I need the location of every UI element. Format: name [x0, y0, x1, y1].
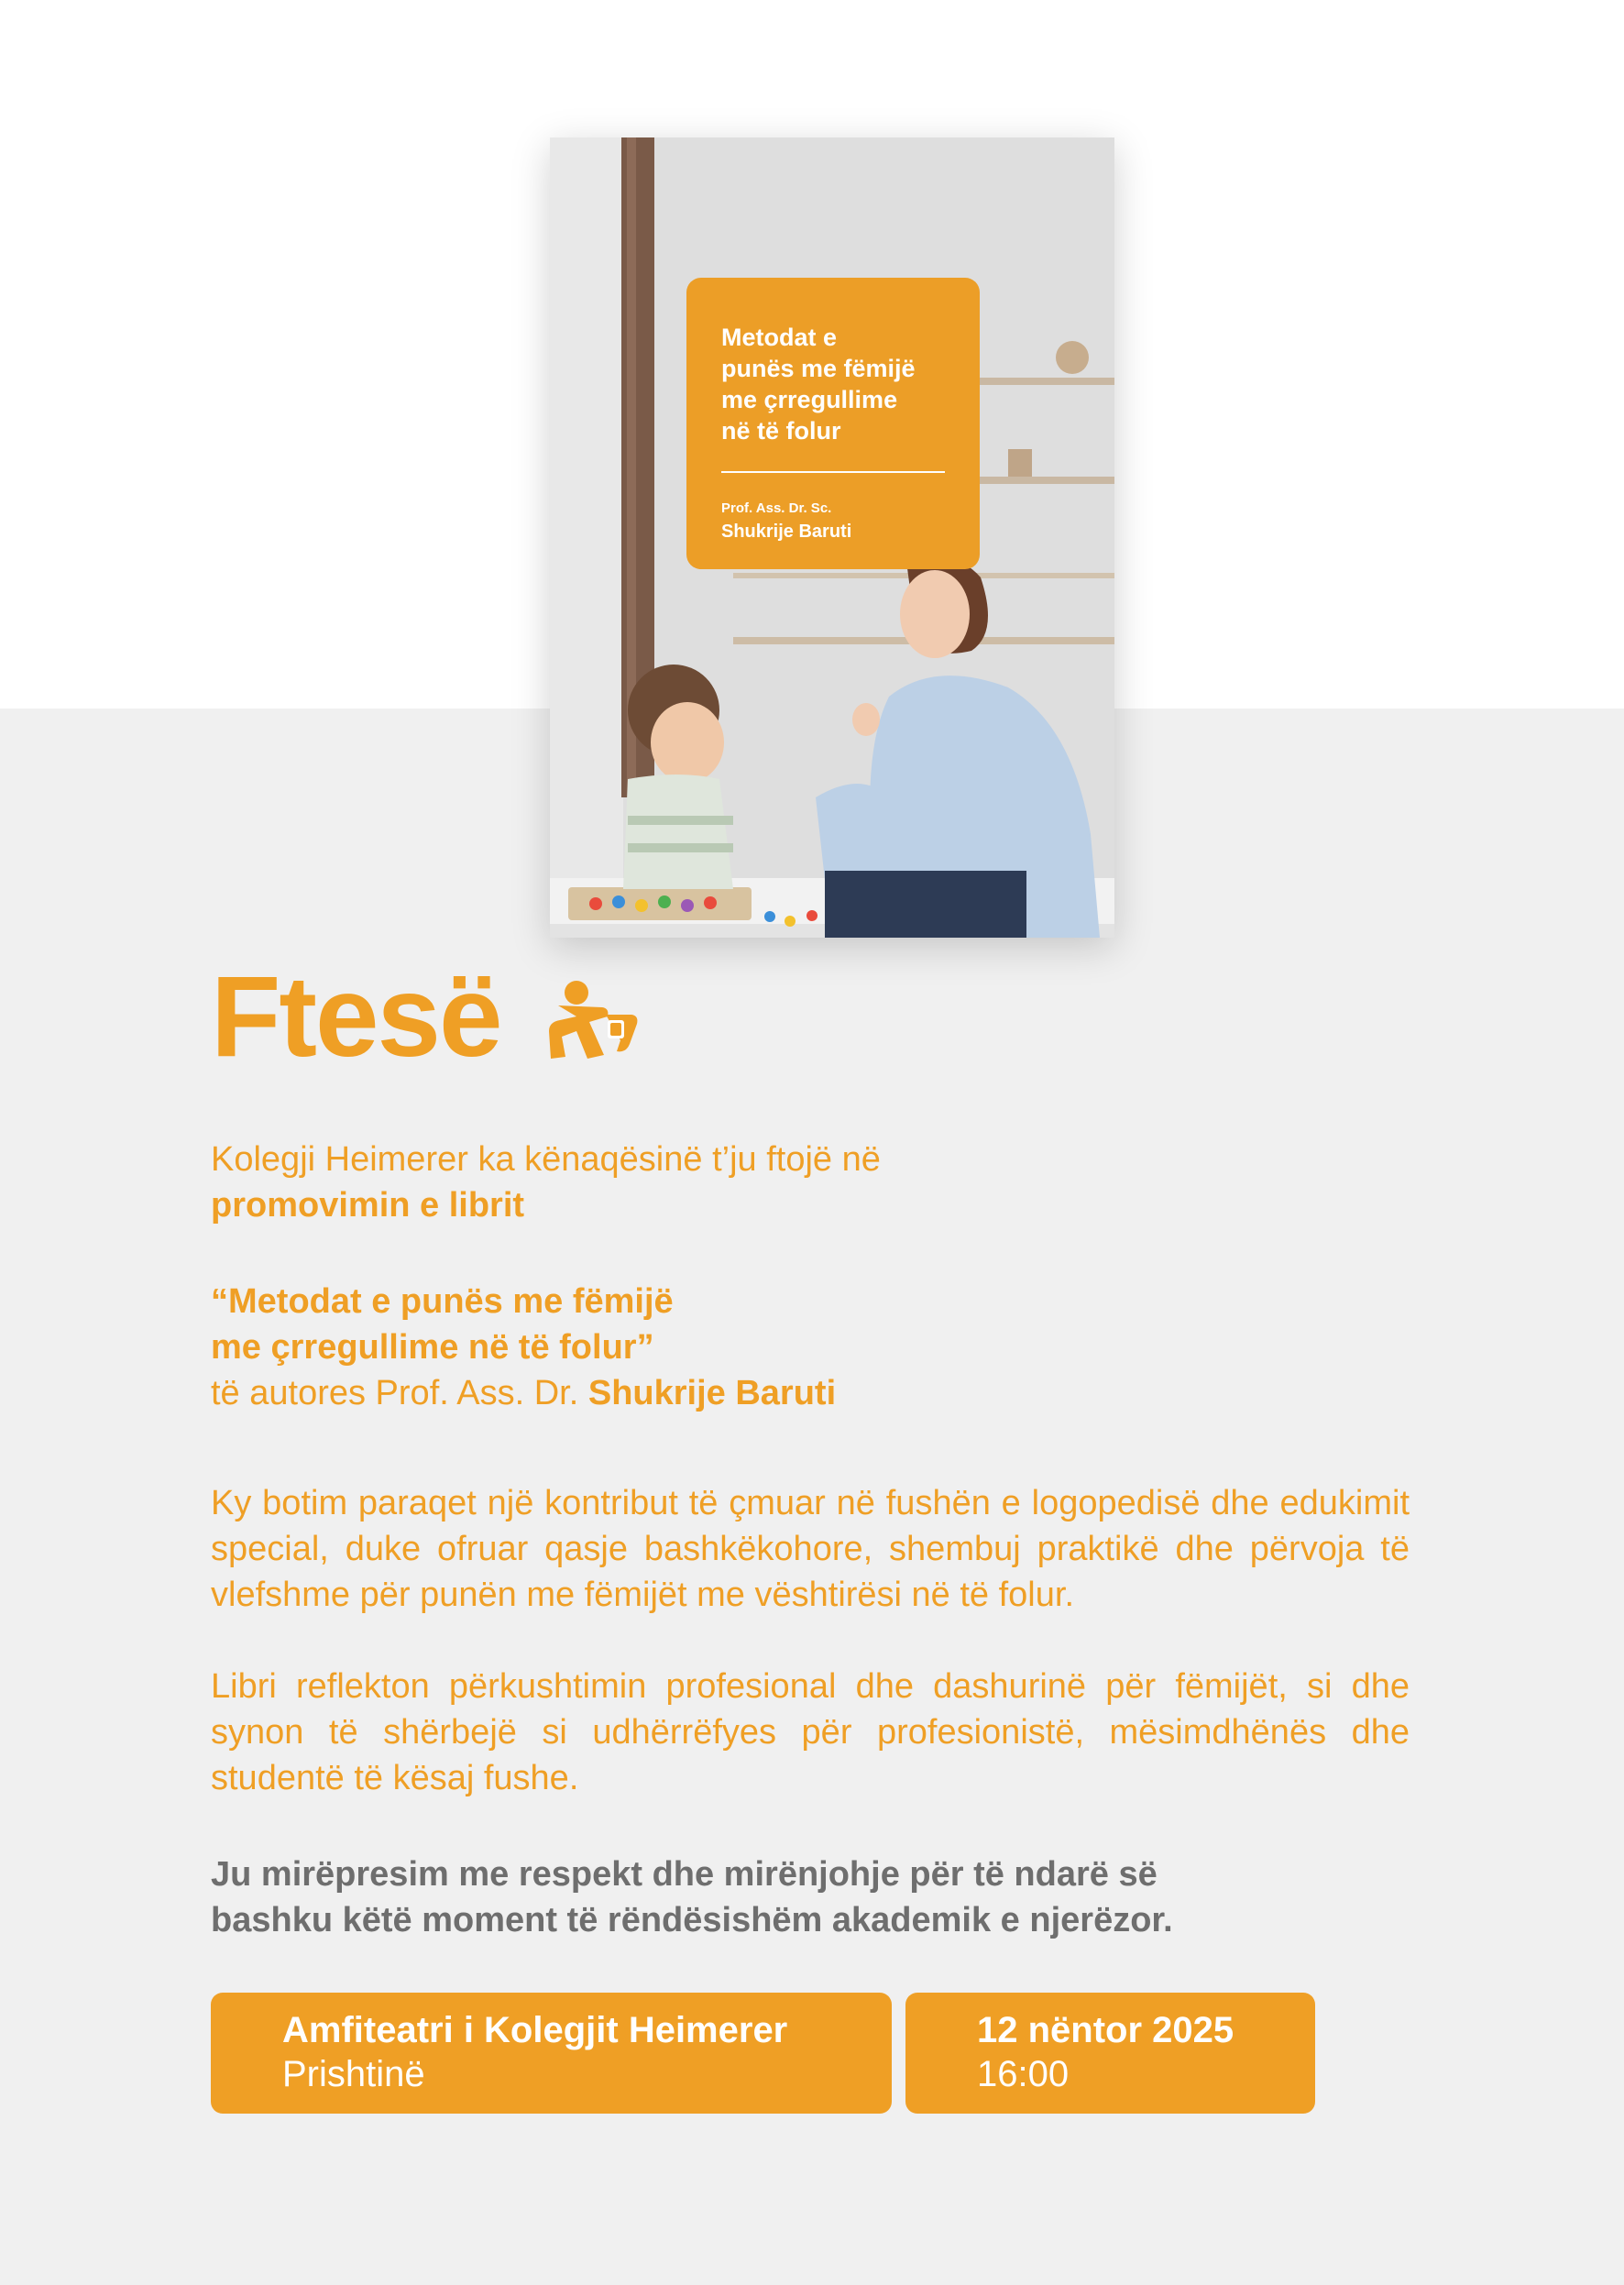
description-paragraph-1: Ky botim paraqet një kontribut të çmuar në fushën e logopedisë dhe edukimit special, duke ofruar qasje bashkëkohore, shembuj praktikë dhe përvoja të vlefshme për punën me fëmijët me vështirësi në të folur.: [211, 1484, 1410, 1614]
cover-title-box: [686, 278, 980, 569]
author-prefix: të autores Prof. Ass. Dr.: [211, 1374, 588, 1412]
event-date: 12 nëntor 2025: [977, 2010, 1234, 2050]
heimerer-logo-icon: [549, 980, 641, 1060]
venue-name: Amfiteatri i Kolegjit Heimerer: [282, 2010, 788, 2050]
venue-card: [211, 1993, 892, 2114]
cover-title: Metodat e punës me fëmijë me çrregullime në të folur: [721, 324, 916, 445]
description-paragraph-2: Libri reflekton përkushtimin profesional dhe dashurinë për fëmijët, si dhe synon të shërbejë si udhërrëfyes për profesionistë, mësimdhënës dhe studentë të kësaj fushe.: [211, 1667, 1410, 1797]
page-title: Ftesë: [211, 953, 501, 1081]
book-title-line2: me çrregullime në të folur”: [211, 1328, 654, 1367]
invitation-heading: [211, 953, 641, 1081]
closing-line1: Ju mirëpresim me respekt dhe mirënjohje për të ndarë së: [211, 1855, 1158, 1894]
cover-author-prefix: Prof. Ass. Dr. Sc.: [721, 500, 832, 516]
intro-text: Kolegji Heimerer ka kënaqësinë t’ju ftojë në: [211, 1140, 881, 1179]
closing-line2: bashku këtë moment të rëndësishëm akademik e njerëzor.: [211, 1901, 1173, 1939]
author-name: Shukrije Baruti: [587, 1374, 837, 1412]
venue-city: Prishtinë: [282, 2054, 425, 2094]
event-time: 16:00: [977, 2054, 1070, 2094]
intro-highlight: promovimin e librit: [211, 1186, 525, 1225]
book-cover: [550, 137, 1114, 938]
closing-statement: [211, 1851, 1410, 1943]
intro-block: [211, 1137, 1410, 1228]
book-info-block: [211, 1279, 1410, 1416]
cover-author-name: Shukrije Baruti: [721, 522, 852, 542]
book-title-line1: “Metodat e punës me fëmijë: [211, 1282, 674, 1321]
cover-divider: [721, 471, 945, 473]
date-card: [905, 1993, 1315, 2114]
